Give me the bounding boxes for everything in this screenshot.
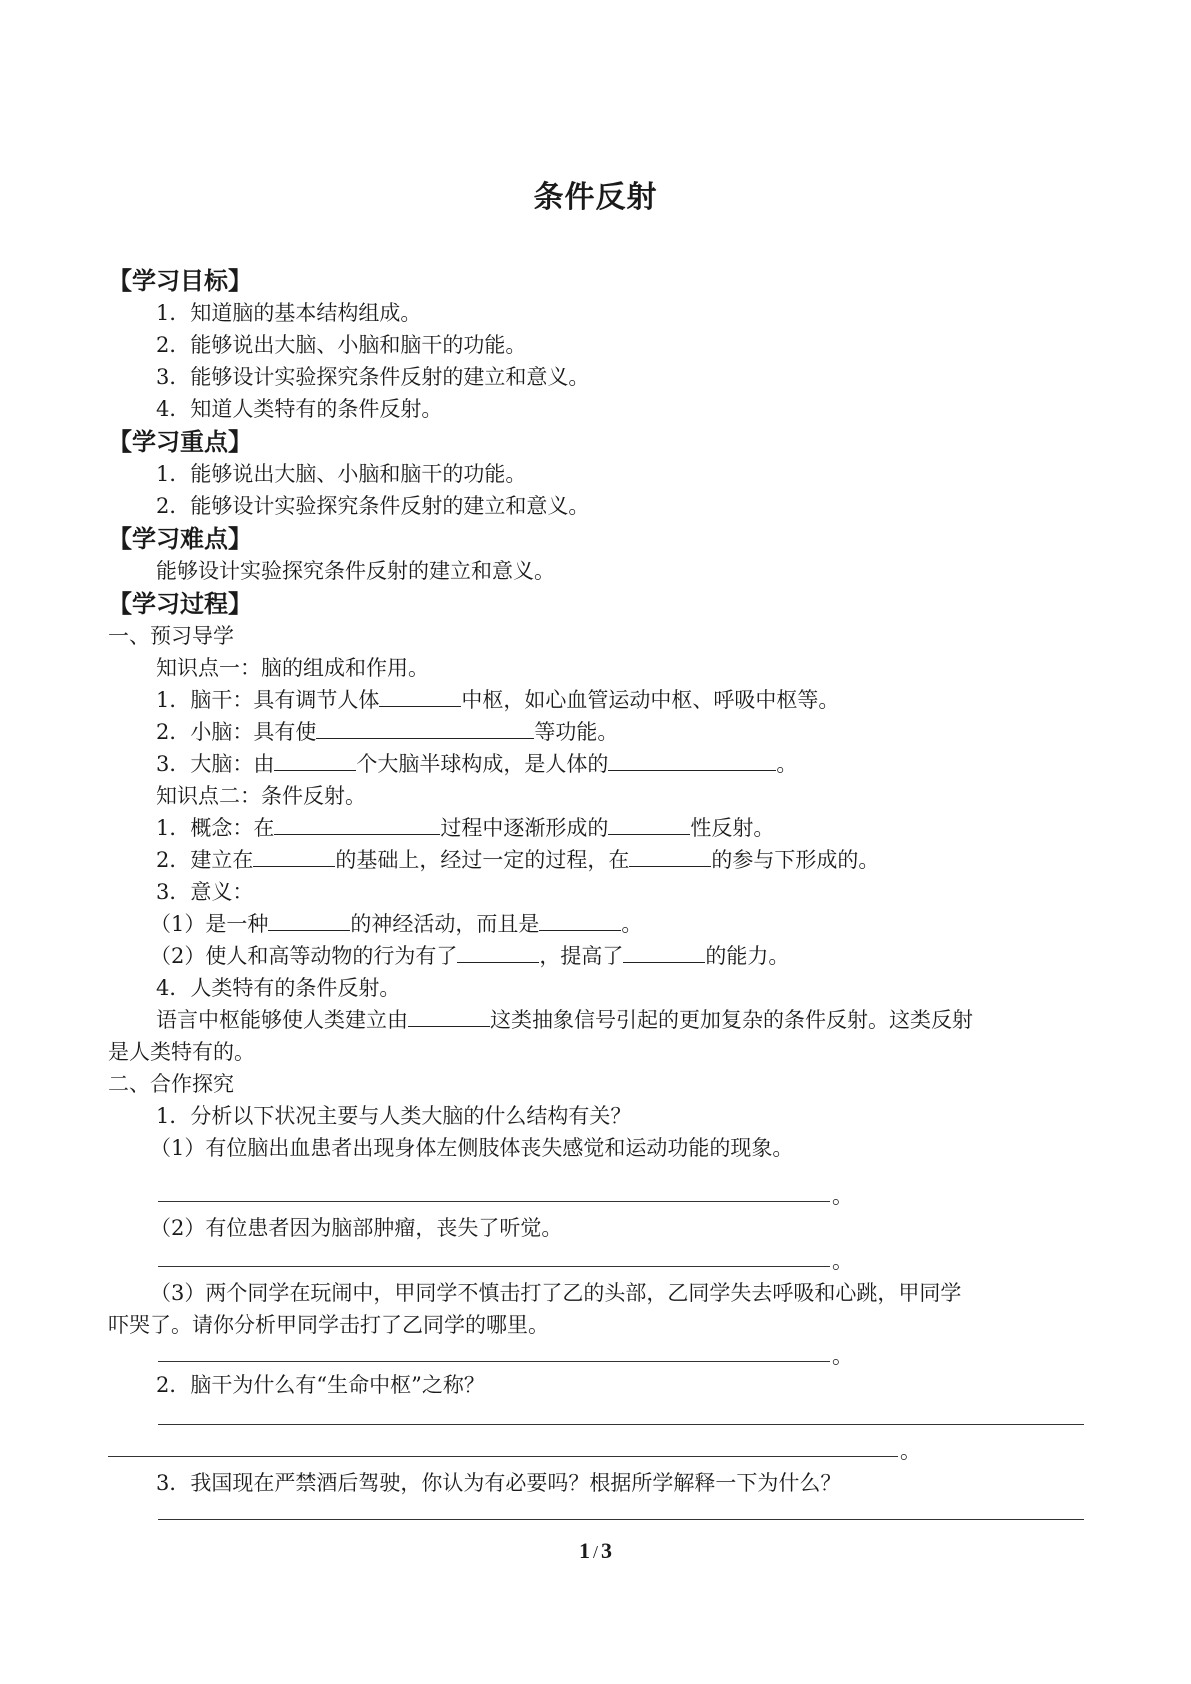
fill-blank[interactable] — [268, 910, 350, 931]
question-1-3-cont: 吓哭了。请你分析甲同学击打了乙同学的哪里。 — [108, 1313, 549, 1337]
part2-label: 二、合作探究 — [108, 1072, 234, 1096]
kp2-human-text — [156, 1005, 973, 1035]
section-heading-process: 【学习过程】 — [108, 590, 252, 618]
text: 的参与下形成的。 — [711, 848, 880, 872]
question-1-2: （2）有位患者因为脑部肿瘤，丧失了听觉。 — [150, 1216, 563, 1240]
text: 这类抽象信号引起的更加复杂的条件反射。这类反射 — [490, 1008, 973, 1032]
difficulty-item: 能够设计实验探究条件反射的建立和意义。 — [156, 559, 555, 583]
kp2-item-meaning: 3．意义： — [156, 880, 254, 904]
question-1-1: （1）有位脑出血患者出现身体左侧肢体丧失感觉和运动功能的现象。 — [150, 1136, 794, 1160]
section-heading-objectives: 【学习目标】 — [108, 267, 252, 295]
fill-blank[interactable] — [608, 750, 776, 771]
text: 中枢，如心血管运动中枢、呼吸中枢等。 — [461, 688, 840, 712]
kp2-item-concept — [156, 813, 774, 843]
section-heading-difficulties: 【学习难点】 — [108, 525, 252, 553]
fill-blank[interactable] — [253, 846, 335, 867]
text: 个大脑半球构成，是人体的 — [356, 752, 609, 776]
kp1-item-brainstem — [156, 685, 839, 715]
text: 2．建立在 — [156, 848, 254, 872]
page-separator: / — [592, 1542, 598, 1562]
total-pages: 3 — [601, 1538, 612, 1563]
question-1: 1．分析以下状况主要与人类大脑的什么结构有关？ — [156, 1104, 632, 1128]
text: 过程中逐渐形成的 — [440, 816, 609, 840]
text: 1．脑干：具有调节人体 — [156, 688, 380, 712]
fill-blank[interactable] — [274, 814, 440, 835]
question-3: 3．我国现在严禁酒后驾驶，你认为有必要吗？根据所学解释一下为什么？ — [156, 1471, 842, 1495]
text: 。 — [776, 752, 798, 776]
kp2-item-human: 4．人类特有的条件反射。 — [156, 976, 401, 1000]
fill-blank[interactable] — [623, 942, 705, 963]
key-point-item: 1．能够说出大脑、小脑和脑干的功能。 — [156, 462, 527, 486]
fill-blank[interactable] — [457, 942, 539, 963]
answer-line[interactable] — [108, 1456, 898, 1457]
knowledge-point-2: 知识点二：条件反射。 — [156, 784, 366, 808]
text: 。 — [621, 912, 643, 936]
objective-item: 1．知道脑的基本结构组成。 — [156, 301, 422, 325]
answer-line[interactable] — [158, 1201, 830, 1202]
part1-label: 一、预习导学 — [108, 624, 234, 648]
fill-blank[interactable] — [629, 846, 711, 867]
objective-item: 4．知道人类特有的条件反射。 — [156, 397, 443, 421]
question-2: 2．脑干为什么有“生命中枢”之称？ — [156, 1373, 485, 1397]
text: 的基础上，经过一定的过程，在 — [335, 848, 630, 872]
period: 。 — [832, 1184, 853, 1208]
text: 2．小脑：具有使 — [156, 720, 317, 744]
current-page: 1 — [578, 1538, 590, 1563]
fill-blank[interactable] — [608, 814, 690, 835]
kp2-item-meaning-2 — [150, 941, 789, 971]
answer-line[interactable] — [158, 1424, 1084, 1425]
kp1-item-cerebellum — [156, 717, 618, 747]
answer-line[interactable] — [158, 1519, 1084, 1520]
objective-item: 3．能够设计实验探究条件反射的建立和意义。 — [156, 365, 590, 389]
answer-line[interactable] — [158, 1266, 830, 1267]
text: （1）是一种 — [150, 912, 269, 936]
fill-blank[interactable] — [379, 686, 461, 707]
text: ，提高了 — [539, 944, 624, 968]
period: 。 — [832, 1249, 853, 1273]
question-1-3: （3）两个同学在玩闹中，甲同学不慎击打了乙的头部，乙同学失去呼吸和心跳，甲同学 — [150, 1281, 962, 1305]
text: 的能力。 — [705, 944, 790, 968]
period: 。 — [900, 1439, 921, 1463]
period: 。 — [832, 1344, 853, 1368]
answer-line[interactable] — [158, 1361, 830, 1362]
text: 1．概念：在 — [156, 816, 275, 840]
fill-blank[interactable] — [539, 910, 621, 931]
document-title: 条件反射 — [533, 180, 658, 215]
text: 3．大脑：由 — [156, 752, 275, 776]
knowledge-point-1: 知识点一：脑的组成和作用。 — [156, 656, 429, 680]
section-heading-key-points: 【学习重点】 — [108, 428, 252, 456]
fill-blank[interactable] — [316, 718, 534, 739]
text: 的神经活动，而且是 — [350, 912, 540, 936]
objective-item: 2．能够说出大脑、小脑和脑干的功能。 — [156, 333, 527, 357]
kp1-item-cerebrum — [156, 749, 797, 779]
kp2-item-meaning-1 — [150, 909, 642, 939]
kp2-item-establish — [156, 845, 879, 875]
key-point-item: 2．能够设计实验探究条件反射的建立和意义。 — [156, 494, 590, 518]
text: 语言中枢能够使人类建立由 — [156, 1008, 408, 1032]
kp2-human-text-cont: 是人类特有的。 — [108, 1040, 255, 1064]
page-number — [0, 1538, 1191, 1564]
text: （2）使人和高等动物的行为有了 — [150, 944, 458, 968]
fill-blank[interactable] — [274, 750, 356, 771]
fill-blank[interactable] — [408, 1006, 490, 1027]
text: 等功能。 — [534, 720, 619, 744]
text: 性反射。 — [690, 816, 775, 840]
